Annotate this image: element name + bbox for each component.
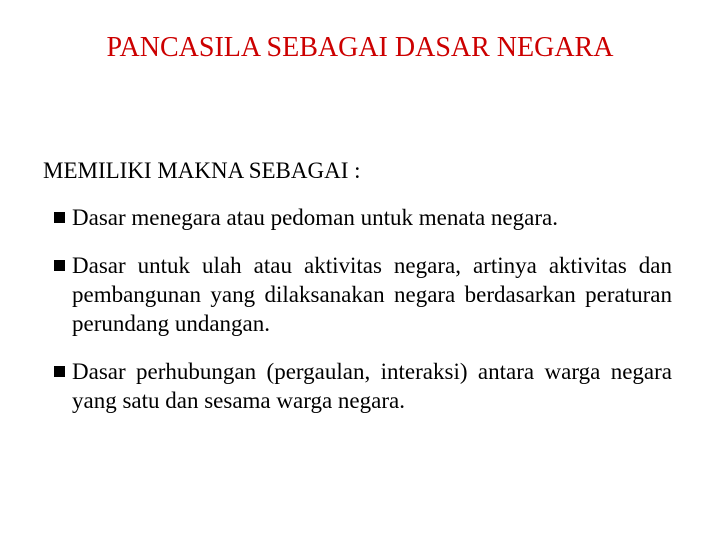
bullet-text: Dasar untuk ulah atau aktivitas negara, artinya aktivitas dan pembangunan yang dilaksanakan negara berdasarkan peraturan perundang undangan. bbox=[72, 253, 672, 336]
bullet-text: Dasar menegara atau pedoman untuk menata negara. bbox=[72, 205, 558, 230]
bullet-text: Dasar perhubungan (pergaulan, interaksi) antara warga negara yang satu dan sesama warga negara. bbox=[72, 359, 672, 413]
bullet-item bbox=[46, 357, 672, 415]
bullet-item bbox=[46, 251, 672, 338]
square-bullet-icon bbox=[54, 366, 65, 377]
slide-title: PANCASILA SEBAGAI DASAR NEGARA bbox=[106, 32, 614, 63]
square-bullet-icon bbox=[54, 212, 65, 223]
bullet-item bbox=[46, 203, 672, 232]
square-bullet-icon bbox=[54, 260, 65, 271]
bullet-list bbox=[46, 203, 672, 434]
slide-subtitle: MEMILIKI MAKNA SEBAGAI : bbox=[43, 158, 361, 183]
